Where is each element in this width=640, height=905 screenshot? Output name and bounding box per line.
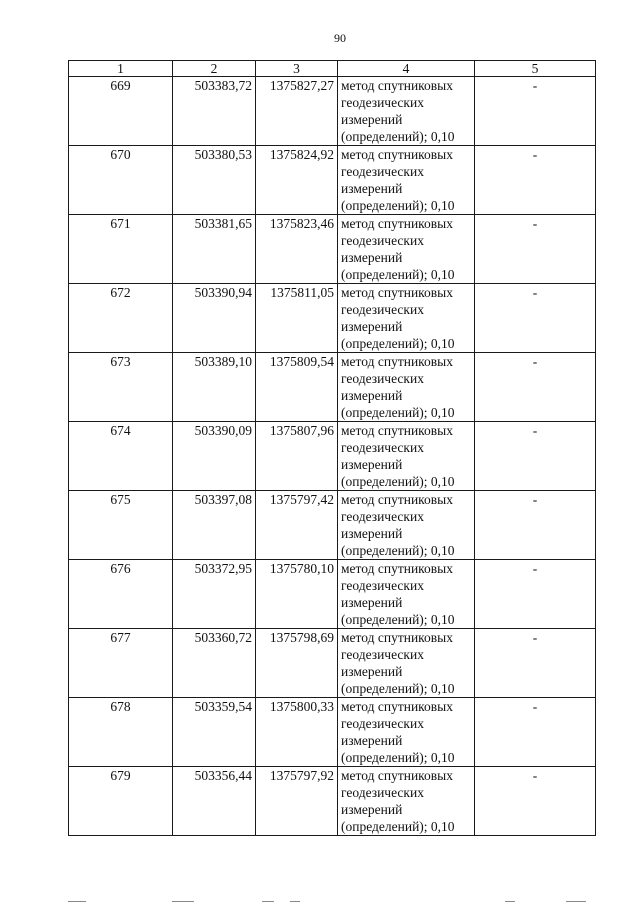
note: - <box>475 560 596 629</box>
coordinate-y: 1375800,33 <box>256 698 338 767</box>
scan-edge-marks <box>0 901 640 903</box>
column-header-3: 3 <box>256 61 338 77</box>
method-accuracy: метод спутниковых геодезических измерений (определений); 0,10 <box>338 77 475 146</box>
point-number: 674 <box>69 422 173 491</box>
note: - <box>475 767 596 836</box>
point-number: 670 <box>69 146 173 215</box>
table-row <box>69 422 596 491</box>
column-header-4: 4 <box>338 61 475 77</box>
method-accuracy: метод спутниковых геодезических измерений (определений); 0,10 <box>338 284 475 353</box>
method-accuracy: метод спутниковых геодезических измерений (определений); 0,10 <box>338 698 475 767</box>
coordinate-x: 503372,95 <box>173 560 256 629</box>
page-number: 90 <box>334 31 346 45</box>
note: - <box>475 422 596 491</box>
note: - <box>475 146 596 215</box>
coordinate-x: 503389,10 <box>173 353 256 422</box>
column-header-5: 5 <box>475 61 596 77</box>
coordinate-y: 1375809,54 <box>256 353 338 422</box>
column-header-1: 1 <box>69 61 173 77</box>
coordinate-y: 1375797,42 <box>256 491 338 560</box>
point-number: 677 <box>69 629 173 698</box>
table-header-row <box>69 61 596 77</box>
coordinate-y: 1375798,69 <box>256 629 338 698</box>
table-row <box>69 560 596 629</box>
column-header-2: 2 <box>173 61 256 77</box>
coordinate-y: 1375797,92 <box>256 767 338 836</box>
note: - <box>475 215 596 284</box>
coordinate-x: 503360,72 <box>173 629 256 698</box>
table-row <box>69 284 596 353</box>
point-number: 673 <box>69 353 173 422</box>
point-number: 679 <box>69 767 173 836</box>
point-number: 672 <box>69 284 173 353</box>
coordinate-x: 503359,54 <box>173 698 256 767</box>
point-number: 676 <box>69 560 173 629</box>
coordinate-x: 503390,09 <box>173 422 256 491</box>
coordinate-y: 1375823,46 <box>256 215 338 284</box>
point-number: 675 <box>69 491 173 560</box>
coordinate-x: 503390,94 <box>173 284 256 353</box>
coordinate-y: 1375811,05 <box>256 284 338 353</box>
note: - <box>475 353 596 422</box>
method-accuracy: метод спутниковых геодезических измерений (определений); 0,10 <box>338 767 475 836</box>
table-row <box>69 491 596 560</box>
method-accuracy: метод спутниковых геодезических измерений (определений); 0,10 <box>338 560 475 629</box>
coordinate-y: 1375827,27 <box>256 77 338 146</box>
table-row <box>69 215 596 284</box>
note: - <box>475 491 596 560</box>
coordinates-table <box>68 60 596 836</box>
method-accuracy: метод спутниковых геодезических измерений (определений); 0,10 <box>338 491 475 560</box>
table-row <box>69 353 596 422</box>
method-accuracy: метод спутниковых геодезических измерений (определений); 0,10 <box>338 146 475 215</box>
coordinate-y: 1375824,92 <box>256 146 338 215</box>
table-row <box>69 77 596 146</box>
method-accuracy: метод спутниковых геодезических измерений (определений); 0,10 <box>338 215 475 284</box>
table-row <box>69 146 596 215</box>
note: - <box>475 698 596 767</box>
note: - <box>475 629 596 698</box>
method-accuracy: метод спутниковых геодезических измерений (определений); 0,10 <box>338 353 475 422</box>
coordinate-x: 503397,08 <box>173 491 256 560</box>
point-number: 669 <box>69 77 173 146</box>
coordinate-x: 503356,44 <box>173 767 256 836</box>
coordinate-x: 503380,53 <box>173 146 256 215</box>
table-row <box>69 767 596 836</box>
coordinate-y: 1375780,10 <box>256 560 338 629</box>
coordinate-y: 1375807,96 <box>256 422 338 491</box>
table-row <box>69 698 596 767</box>
table-row <box>69 629 596 698</box>
point-number: 678 <box>69 698 173 767</box>
method-accuracy: метод спутниковых геодезических измерений (определений); 0,10 <box>338 629 475 698</box>
method-accuracy: метод спутниковых геодезических измерений (определений); 0,10 <box>338 422 475 491</box>
note: - <box>475 284 596 353</box>
coordinate-x: 503381,65 <box>173 215 256 284</box>
note: - <box>475 77 596 146</box>
coordinate-x: 503383,72 <box>173 77 256 146</box>
point-number: 671 <box>69 215 173 284</box>
